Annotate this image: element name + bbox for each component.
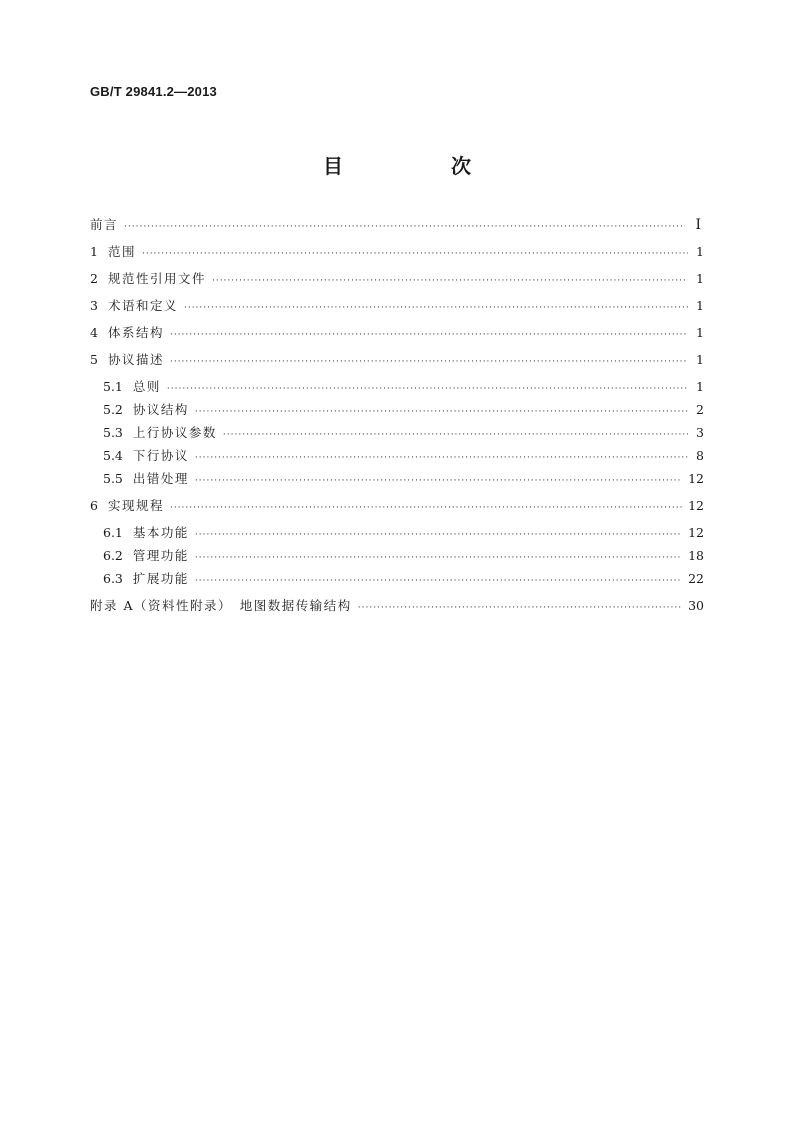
- toc-entry-page: 2: [696, 402, 704, 417]
- standard-code: GB/T 29841.2—2013: [90, 84, 217, 99]
- toc-entry[interactable]: [90, 377, 704, 399]
- toc-entry-title: 下行协议: [132, 448, 189, 463]
- toc-dot-leader: [195, 402, 688, 422]
- toc-entry-number: 5.2: [103, 402, 123, 417]
- toc-entry-number: 5.5: [103, 471, 123, 486]
- toc-dot-leader: [167, 379, 688, 399]
- toc-dot-leader: [212, 271, 688, 291]
- toc-entry[interactable]: [90, 446, 704, 468]
- toc-entry-number: 5.1: [103, 379, 123, 394]
- toc-entry-title: 前言: [90, 217, 119, 232]
- toc-entry-page: 18: [688, 548, 704, 563]
- table-of-contents: [90, 215, 704, 623]
- toc-dot-leader: [170, 325, 688, 345]
- toc-entry-page: 12: [688, 471, 704, 486]
- toc-entry-number: 1: [90, 244, 98, 259]
- toc-entry-page: 22: [688, 571, 704, 586]
- toc-entry[interactable]: [90, 496, 704, 518]
- toc-entry[interactable]: [90, 523, 704, 545]
- toc-entry[interactable]: [90, 596, 704, 618]
- toc-entry-title: 术语和定义: [107, 298, 178, 313]
- toc-entry[interactable]: [90, 400, 704, 422]
- toc-dot-leader: [170, 352, 688, 372]
- toc-dot-leader: [223, 425, 688, 445]
- toc-dot-leader: [195, 548, 682, 568]
- toc-dot-leader: [358, 598, 682, 618]
- toc-entry[interactable]: [90, 546, 704, 568]
- toc-entry-page: I: [695, 217, 701, 233]
- toc-entry-page: 1: [696, 325, 704, 340]
- toc-entry-page: 8: [696, 448, 704, 463]
- toc-dot-leader: [195, 571, 682, 591]
- toc-entry-page: 1: [696, 271, 704, 286]
- toc-entry-title: 出错处理: [132, 471, 189, 486]
- toc-entry-page: 3: [696, 425, 704, 440]
- page-title: 目 次: [323, 154, 515, 178]
- toc-entry-number: 6: [90, 498, 98, 513]
- toc-entry-title: 扩展功能: [132, 571, 189, 586]
- toc-dot-leader: [170, 498, 682, 518]
- toc-entry-title: 上行协议参数: [132, 425, 217, 440]
- toc-entry-page: 1: [696, 379, 704, 394]
- toc-entry[interactable]: [90, 323, 704, 345]
- toc-entry-page: 12: [688, 498, 704, 513]
- toc-entry[interactable]: [90, 469, 704, 491]
- toc-entry-page: 1: [696, 244, 704, 259]
- toc-entry-number: 5: [90, 352, 98, 367]
- toc-dot-leader: [195, 471, 682, 491]
- toc-entry-title: 管理功能: [132, 548, 189, 563]
- toc-entry-number: 6.1: [103, 525, 123, 540]
- toc-entry-title: 范围: [107, 244, 136, 259]
- toc-entry[interactable]: [90, 269, 704, 291]
- toc-entry-number: 4: [90, 325, 98, 340]
- toc-entry-title: 实现规程: [107, 498, 164, 513]
- toc-entry-number: 3: [90, 298, 98, 313]
- toc-entry-page: 12: [688, 525, 704, 540]
- toc-entry-title: 总则: [132, 379, 161, 394]
- toc-entry-number: 6.3: [103, 571, 123, 586]
- toc-entry-number: 6.2: [103, 548, 123, 563]
- toc-dot-leader: [184, 298, 688, 318]
- toc-entry-title: 规范性引用文件: [107, 271, 206, 286]
- toc-entry-number: 2: [90, 271, 98, 286]
- toc-dot-leader: [195, 525, 682, 545]
- toc-entry-title: 附录 A（资料性附录） 地图数据传输结构: [90, 598, 352, 613]
- toc-entry-title: 体系结构: [107, 325, 164, 340]
- toc-entry[interactable]: [90, 242, 704, 264]
- toc-entry[interactable]: [90, 569, 704, 591]
- toc-entry-number: 5.4: [103, 448, 123, 463]
- toc-entry-page: 1: [696, 298, 704, 313]
- toc-entry[interactable]: [90, 296, 704, 318]
- toc-entry-number: 5.3: [103, 425, 123, 440]
- toc-dot-leader: [124, 217, 685, 237]
- toc-dot-leader: [195, 448, 688, 468]
- toc-entry-page: 30: [688, 598, 704, 613]
- toc-entry[interactable]: [90, 215, 704, 237]
- toc-entry[interactable]: [90, 423, 704, 445]
- toc-entry-title: 协议结构: [132, 402, 189, 417]
- toc-entry[interactable]: [90, 350, 704, 372]
- toc-entry-title: 协议描述: [107, 352, 164, 367]
- toc-dot-leader: [142, 244, 688, 264]
- toc-entry-page: 1: [696, 352, 704, 367]
- toc-entry-title: 基本功能: [132, 525, 189, 540]
